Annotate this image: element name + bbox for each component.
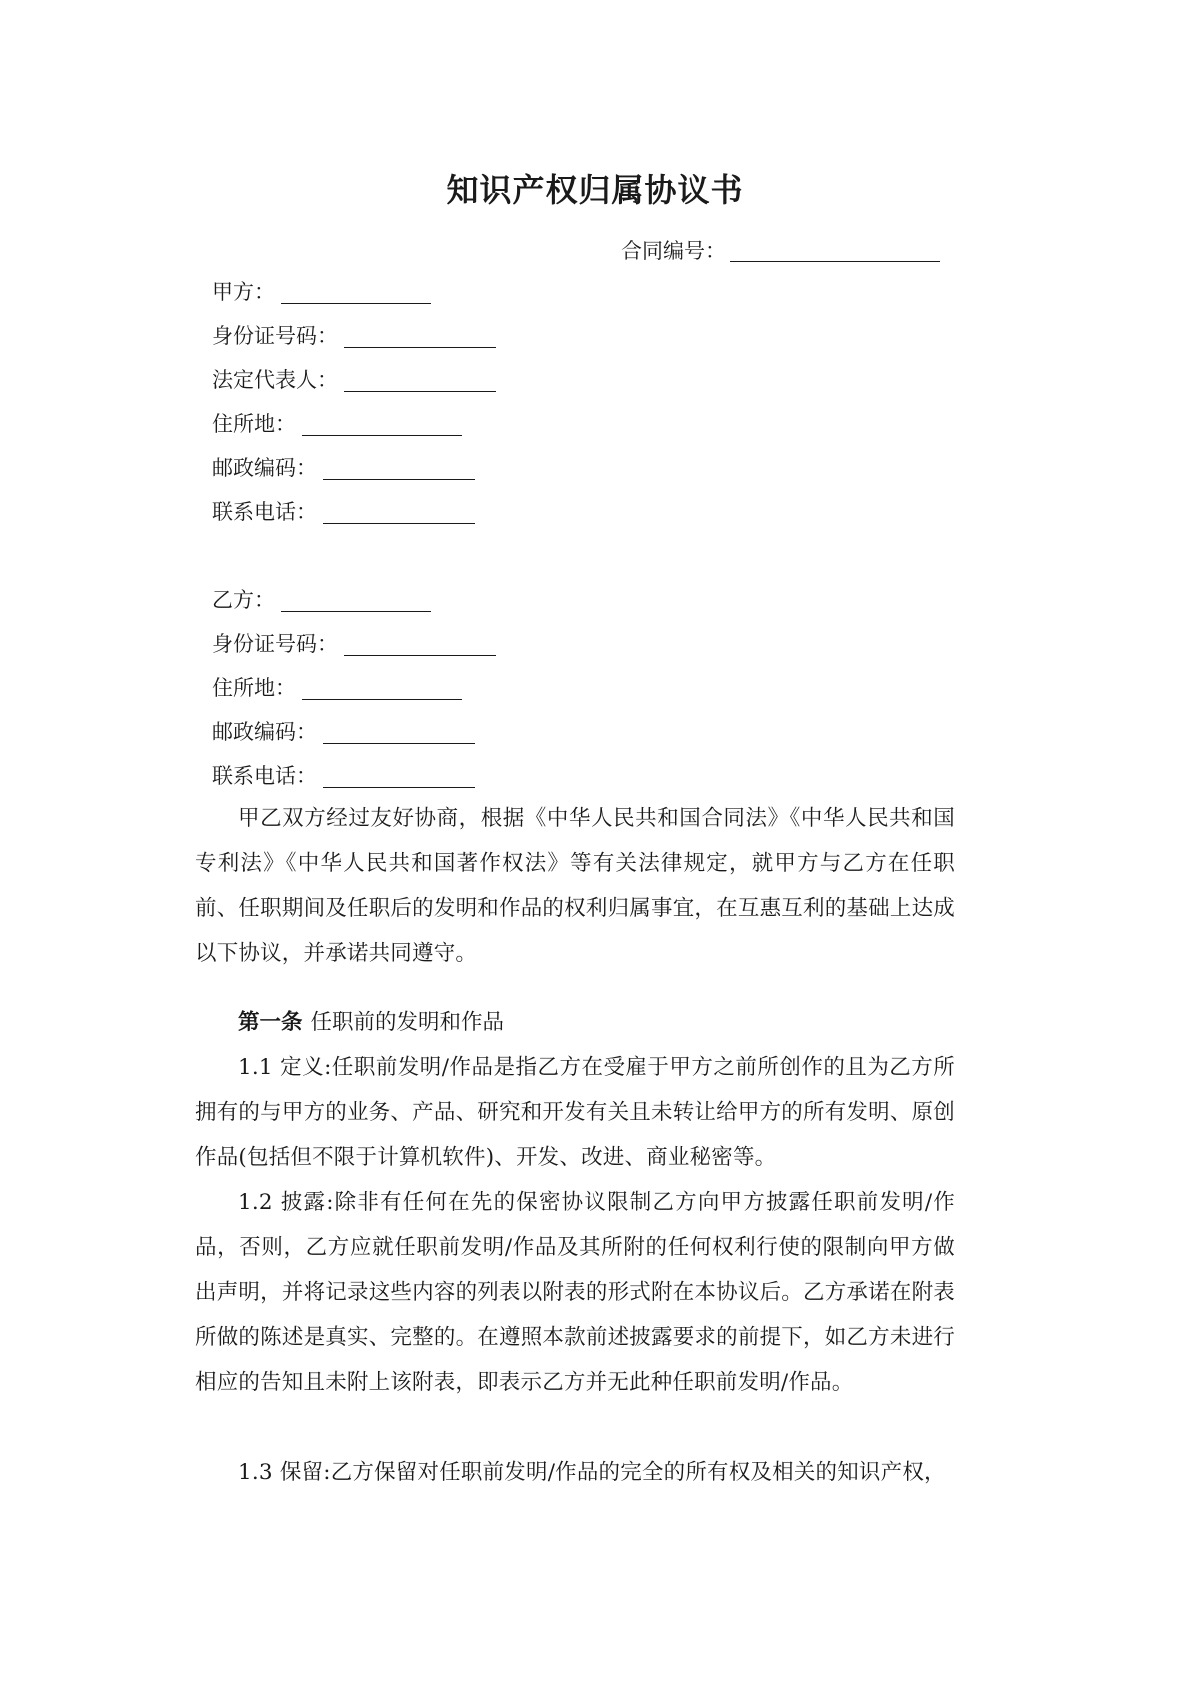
field-blank[interactable] [323,787,475,788]
field-blank[interactable] [344,655,496,656]
page-title: 知识产权归属协议书 [446,171,744,209]
field-blank[interactable] [281,611,431,612]
field-label: 乙方： [212,588,275,612]
clause-1-title: 任职前的发明和作品 [310,1010,505,1035]
clause-1-3-number: 1.3 [238,1460,273,1485]
clause-1-number: 第一条 [238,1010,303,1035]
field-label: 联系电话： [212,500,317,524]
clause-1-3-text: 保留:乙方保留对任职前发明/作品的完全的所有权及相关的知识产权， [279,1460,946,1485]
clause-1-1-text: 定义:任职前发明/作品是指乙方在受雇于甲方之前所创作的且为乙方所拥有的与甲方的业务、产品、研究和开发有关且未转让给甲方的所有发明、原创作品(包括但不限于计算机软件)、开发、改进、商业秘密等。 [195,1055,955,1170]
field-blank[interactable] [323,523,475,524]
field-blank[interactable] [302,699,462,700]
field-label: 住所地： [212,676,296,700]
field-row [212,314,972,358]
field-label: 邮政编码： [212,456,317,480]
field-blank[interactable] [323,479,475,480]
clause-1-heading [195,1000,955,1045]
clause-1-2 [195,1180,955,1405]
field-label: 邮政编码： [212,720,317,744]
contract-number-label: 合同编号： [621,239,726,263]
party-b-block [212,578,972,798]
field-blank[interactable] [302,435,462,436]
field-row [212,490,972,534]
party-separator [212,534,972,578]
field-row [212,622,972,666]
clause-1-3 [195,1450,955,1495]
clause-1-2-text: 披露:除非有任何在先的保密协议限制乙方向甲方披露任职前发明/作品，否则，乙方应就任职前发明/作品及其所附的任何权利行使的限制向甲方做出声明，并将记录这些内容的列表以附表的形式附在本协议后。乙方承诺在附表所做的陈述是真实、完整的。在遵照本款前述披露要求的前提下，如乙方未进行相应的告知且未附上该附表，即表示乙方并无此种任职前发明/作品。 [195,1190,955,1395]
preamble-paragraph: 甲乙双方经过友好协商，根据《中华人民共和国合同法》《中华人民共和国专利法》《中华人民共和国著作权法》等有关法律规定，就甲方与乙方在任职前、任职期间及任职后的发明和作品的权利归属事宜，在互惠互利的基础上达成以下协议，并承诺共同遵守。 [195,806,955,966]
field-row [212,710,972,754]
field-blank[interactable] [281,303,431,304]
field-label: 法定代表人： [212,368,338,392]
clause-1-1 [195,1045,955,1180]
field-row [212,358,972,402]
field-row [212,446,972,490]
field-label: 身份证号码： [212,324,338,348]
field-label: 甲方： [212,280,275,304]
contract-number-row [0,234,1190,268]
field-blank[interactable] [344,391,496,392]
party-a-block [212,270,972,534]
contract-number-blank[interactable] [730,261,940,262]
field-label: 身份证号码： [212,632,338,656]
field-label: 联系电话： [212,764,317,788]
field-blank[interactable] [344,347,496,348]
field-row [212,754,972,798]
field-blank[interactable] [323,743,475,744]
field-row [212,270,972,314]
field-label: 住所地： [212,412,296,436]
field-row [212,666,972,710]
field-row [212,578,972,622]
clause-1-2-number: 1.2 [238,1190,273,1215]
parties-section [212,270,972,798]
field-row [212,402,972,446]
clause-1-1-number: 1.1 [238,1055,273,1080]
